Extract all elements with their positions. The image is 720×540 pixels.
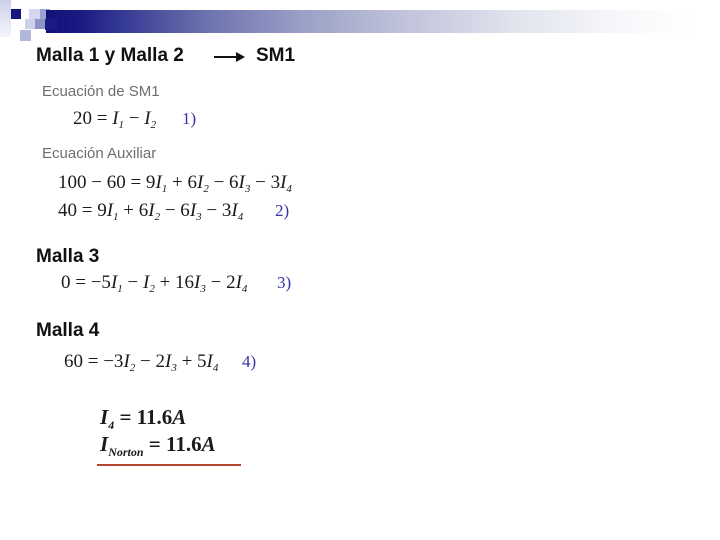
equation-3-label: 3)	[277, 273, 292, 292]
equation-1-label: 1)	[182, 109, 197, 128]
header-gradient-bar	[46, 10, 720, 33]
right-arrow-icon	[213, 51, 245, 63]
deco-square-navy-1	[11, 9, 21, 19]
equation-4: $60 = -3I_2 - 2I_3 + 5I_4$	[64, 351, 219, 374]
result-i4: $I_4 = 11.6A$	[100, 405, 187, 432]
label-ecuacion-sm1: Ecuación de SM1	[42, 83, 160, 100]
result-underline	[97, 464, 241, 466]
equation-3: $0 = -5I_1 - I_2 + 16I_3 - 2I_4$	[61, 272, 248, 295]
equation-2-line2: $40 = 9I_1 + 6I_2 - 6I_3 - 3I_4$	[58, 200, 244, 223]
title-sm1: SM1	[256, 45, 296, 66]
deco-square-gray-1	[20, 30, 31, 41]
deco-square-medium-2	[35, 19, 45, 29]
deco-vertical-bar	[0, 0, 11, 37]
equation-2-label: 2)	[275, 201, 290, 220]
deco-square-light-2	[25, 19, 35, 29]
equation-1: $20 = I_1 - I_2$	[73, 108, 157, 131]
deco-square-light-1	[29, 9, 40, 19]
heading-malla-3: Malla 3	[36, 246, 100, 267]
slide-title: Malla 1 y Malla 2	[36, 45, 184, 66]
equation-4-label: 4)	[242, 352, 257, 371]
result-inorton: $I_{Norton} = 11.6A$	[100, 432, 216, 459]
heading-malla-4: Malla 4	[36, 320, 100, 341]
deco-square-navy-2	[45, 19, 57, 30]
label-ecuacion-auxiliar: Ecuación Auxiliar	[42, 145, 157, 162]
equation-2-line1: $100 - 60 = 9I_1 + 6I_2 - 6I_3 - 3I_4$	[58, 172, 292, 195]
